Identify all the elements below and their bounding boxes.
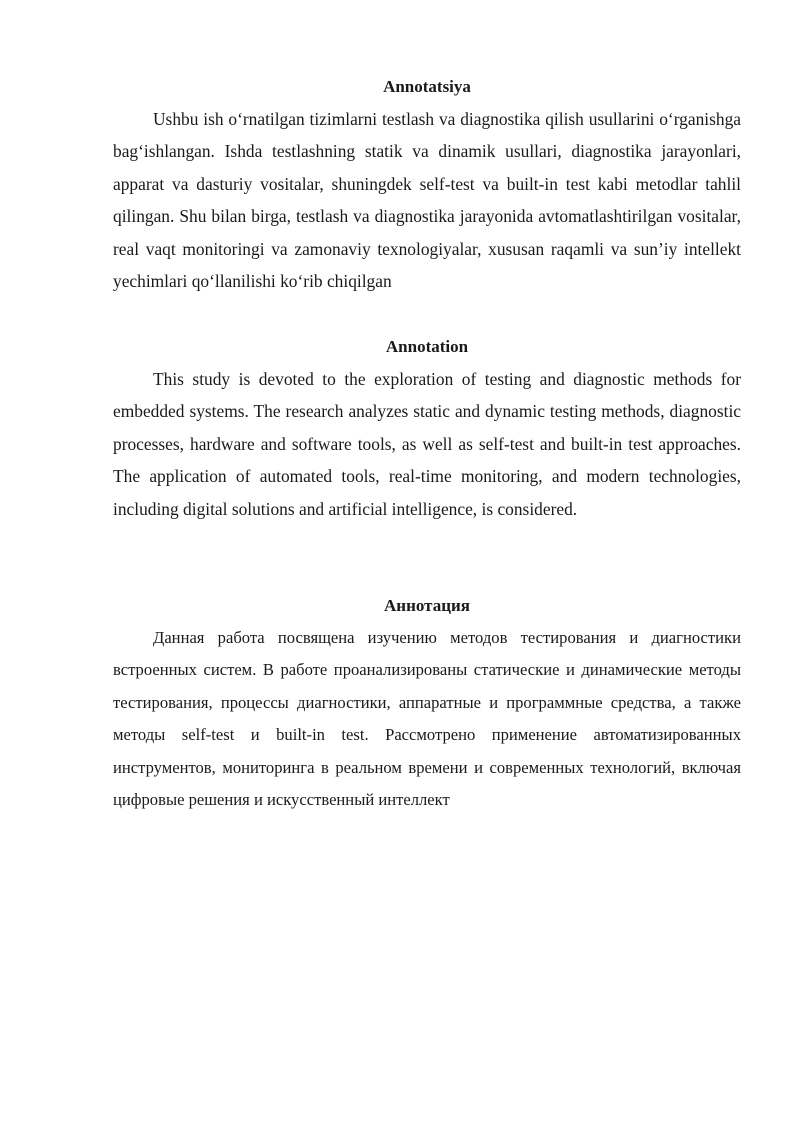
section-heading: Annotatsiya xyxy=(383,77,471,96)
annotation-uzbek-section xyxy=(113,77,741,297)
annotation-russian-section xyxy=(113,596,741,816)
section-paragraph: Данная работа посвящена изучению методов тестирования и диагностики встроенных систем. В работе проанализированы статические и динамические методы тестирования, процессы диагностики, аппаратные и программные средства, а также методы self-test и built-in test. Рассмотрено применение автоматизированных инструментов, мониторинга в реальном времени и современных технологий, включая цифровые решения и искусственный интеллект xyxy=(113,628,741,810)
section-paragraph: Ushbu ish oʻrnatilgan tizimlarni testlash va diagnostika qilish usullarini oʻrganishga bagʻishlangan. Ishda testlashning statik va dinamik usullari, diagnostika jarayonlari, apparat va dasturiy vositalar, shuningdek self-test va built-in test kabi metodlar tahlil qilingan. Shu bilan birga, testlash va diagnostika jarayonida avtomatlashtirilgan vositalar, real vaqt monitoringi va zamonaviy texnologiyalar, xususan raqamli va sunʼiy intellekt yechimlari qoʻllanilishi koʻrib chiqilgan xyxy=(113,109,741,292)
section-heading: Annotation xyxy=(385,337,469,356)
annotation-english-section xyxy=(113,337,741,525)
section-paragraph: This study is devoted to the exploration of testing and diagnostic methods for embedded systems. The research analyzes static and dynamic testing methods, diagnostic processes, hardware and software tools, as well as self-test and built-in test approaches. The application of automated tools, real-time monitoring, and modern technologies, including digital solutions and artificial intelligence, is considered. xyxy=(113,369,741,519)
section-heading: Аннотация xyxy=(384,596,470,615)
